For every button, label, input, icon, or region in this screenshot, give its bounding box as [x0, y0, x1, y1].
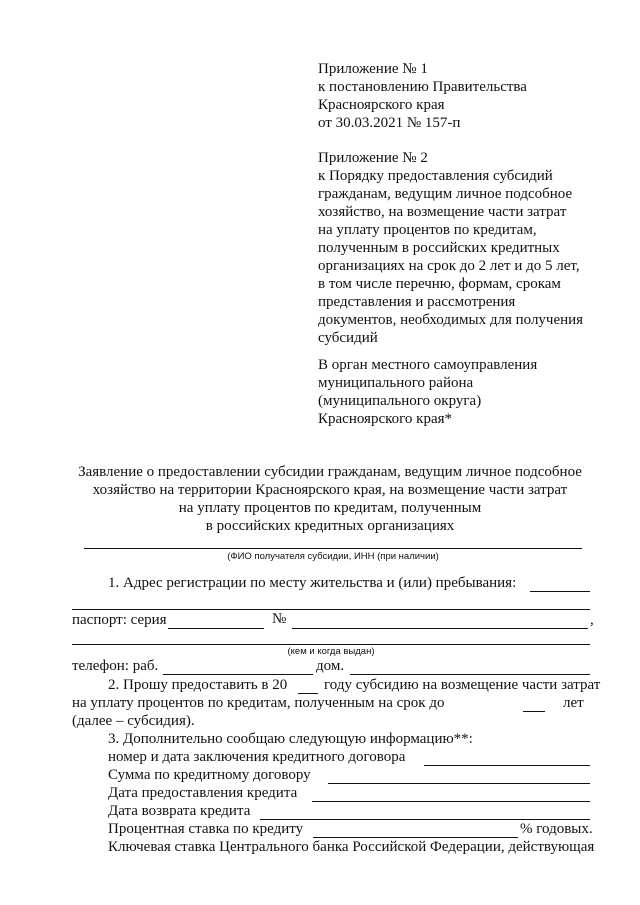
fio-caption: (ФИО получателя субсидии, ИНН (при наличии)	[227, 551, 439, 562]
appendix-2-line: к Порядку предоставления субсидий	[318, 168, 553, 184]
interest-rate-input[interactable]	[313, 837, 518, 838]
title-line: Заявление о предоставлении субсидии гражданам, ведущим личное подсобное	[78, 464, 582, 480]
title-line: в российских кредитных организациях	[205, 518, 455, 534]
appendix-1-line: к постановлению Правительства	[318, 79, 527, 95]
title-line: хозяйство на территории Красноярского края, на возмещение части затрат	[92, 482, 568, 498]
appendix-2-line: в том числе перечню, формам, срокам	[318, 276, 561, 292]
appendix-2-line: субсидий	[318, 330, 378, 346]
appendix-2-line: представления и рассмотрения	[318, 294, 516, 310]
item2-line3: (далее – субсидия).	[72, 713, 195, 729]
item3-label: 3. Дополнительно сообщаю следующую информацию**:	[108, 731, 473, 747]
item2-line1-a: 2. Прошу предоставить в 20	[108, 677, 288, 693]
interest-rate-suffix: % годовых.	[520, 821, 593, 837]
loan-contract-input[interactable]	[424, 765, 590, 766]
phone-home-label: дом.	[316, 658, 345, 674]
address-input-line[interactable]	[530, 591, 590, 592]
appendix-1-line: Приложение № 1	[318, 61, 428, 77]
phone-home-input[interactable]	[350, 674, 590, 675]
address-label: 1. Адрес регистрации по месту жительства и (или) пребывания:	[108, 575, 517, 591]
interest-rate-label: Процентная ставка по кредиту	[108, 821, 304, 837]
passport-label: паспорт: серия	[72, 612, 167, 628]
item2-line1-b: году субсидию на возмещение части затрат	[324, 677, 601, 693]
year-input[interactable]	[298, 693, 318, 694]
loan-contract-label: номер и дата заключения кредитного договора	[108, 749, 406, 765]
recipient-line: муниципального района	[318, 375, 474, 391]
passport-comma: ,	[590, 612, 594, 628]
loan-date-label: Дата предоставления кредита	[108, 785, 298, 801]
appendix-2-line: хозяйство, на возмещение части затрат	[318, 204, 567, 220]
recipient-line: (муниципального округа)	[318, 393, 482, 409]
passport-number-sign: №	[272, 611, 287, 627]
repayment-date-label: Дата возврата кредита	[108, 803, 251, 819]
appendix-2-line: на уплату процентов по кредитам,	[318, 222, 537, 238]
item2-line2-a: на уплату процентов по кредитам, полученным на срок до	[72, 695, 445, 711]
key-rate-line: Ключевая ставка Центрального банка Российской Федерации, действующая	[108, 839, 595, 855]
appendix-2-line: организациях на срок до 2 лет и до 5 лет,	[318, 258, 580, 274]
appendix-2-line: гражданам, ведущим личное подсобное	[318, 186, 573, 202]
fio-input-line[interactable]	[84, 548, 582, 549]
appendix-1-line: Красноярского края	[318, 97, 445, 113]
loan-amount-input[interactable]	[328, 783, 590, 784]
term-years-input[interactable]	[523, 711, 545, 712]
appendix-1-line: от 30.03.2021 № 157-п	[318, 115, 461, 131]
title-line: на уплату процентов по кредитам, полученным	[178, 500, 482, 516]
passport-issued-input[interactable]	[72, 644, 590, 645]
phone-work-input[interactable]	[163, 674, 313, 675]
passport-number-input[interactable]	[292, 628, 588, 629]
recipient-line: Красноярского края*	[318, 411, 453, 427]
loan-amount-label: Сумма по кредитному договору	[108, 767, 311, 783]
item2-line2-b: лет	[563, 695, 584, 711]
appendix-2-line: Приложение № 2	[318, 150, 428, 166]
repayment-date-input[interactable]	[260, 819, 590, 820]
phone-label: телефон: раб.	[72, 658, 159, 674]
appendix-2-line: документов, необходимых для получения	[318, 312, 584, 328]
address-input-line-2[interactable]	[72, 609, 590, 610]
recipient-line: В орган местного самоуправления	[318, 357, 538, 373]
passport-series-input[interactable]	[168, 628, 264, 629]
loan-date-input[interactable]	[312, 801, 590, 802]
appendix-2-line: полученным в российских кредитных	[318, 240, 560, 256]
issued-caption: (кем и когда выдан)	[287, 646, 375, 657]
